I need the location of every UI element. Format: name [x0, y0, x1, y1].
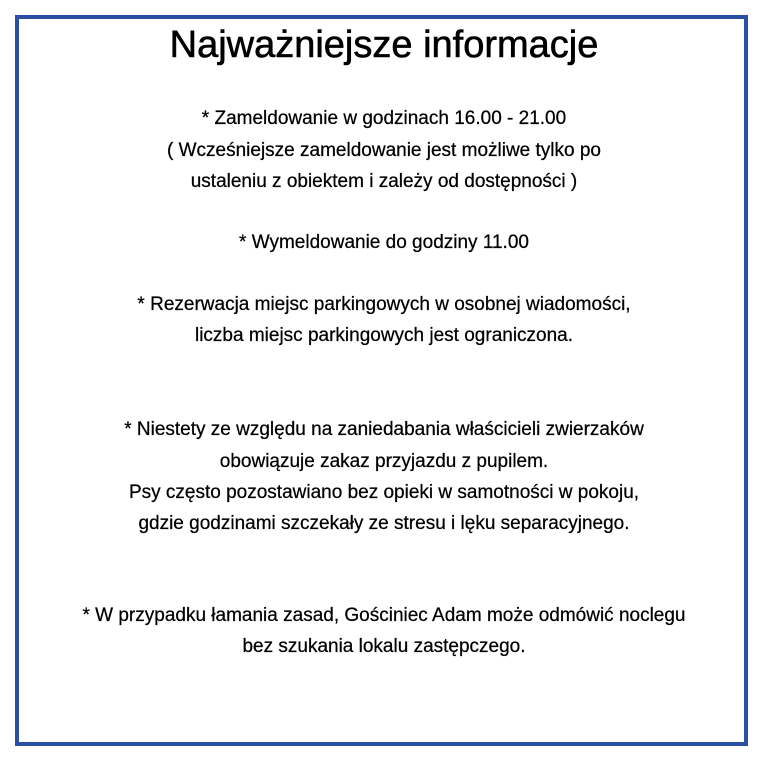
parking-line-2: liczba miejsc parkingowych jest ograniczona.	[194, 325, 574, 346]
pets-line-4: gdzie godzinami szczekały ze stresu i lęku separacyjnego.	[138, 513, 630, 534]
pets-line-2: obowiązuje zakaz przyjazdu z pupilem.	[219, 451, 549, 472]
early-checkin-line-1: ( Wcześniejsze zameldowanie jest możliwe tylko po	[167, 140, 601, 161]
rules-line-2: bez szukania lokalu zastępczego.	[242, 636, 526, 657]
rules-line-1: * W przypadku łamania zasad, Gościniec Adam może odmówić noclegu	[82, 605, 686, 626]
early-checkin-line-2: ustaleniu z obiektem i zależy od dostępności )	[190, 171, 578, 192]
parking-line-1: * Rezerwacja miejsc parkingowych w osobnej wiadomości,	[137, 294, 631, 315]
pets-line-1: * Niestety ze względu na zaniedabania właścicieli zwierzaków	[124, 419, 644, 440]
pets-line-3: Psy często pozostawiano bez opieki w samotności w pokoju,	[128, 482, 640, 503]
checkout-line: * Wymeldowanie do godziny 11.00	[239, 232, 529, 253]
checkin-line: * Zameldowanie w godzinach 16.00 - 21.00	[201, 108, 567, 129]
page-title: Najważniejsze informacje	[169, 24, 599, 66]
